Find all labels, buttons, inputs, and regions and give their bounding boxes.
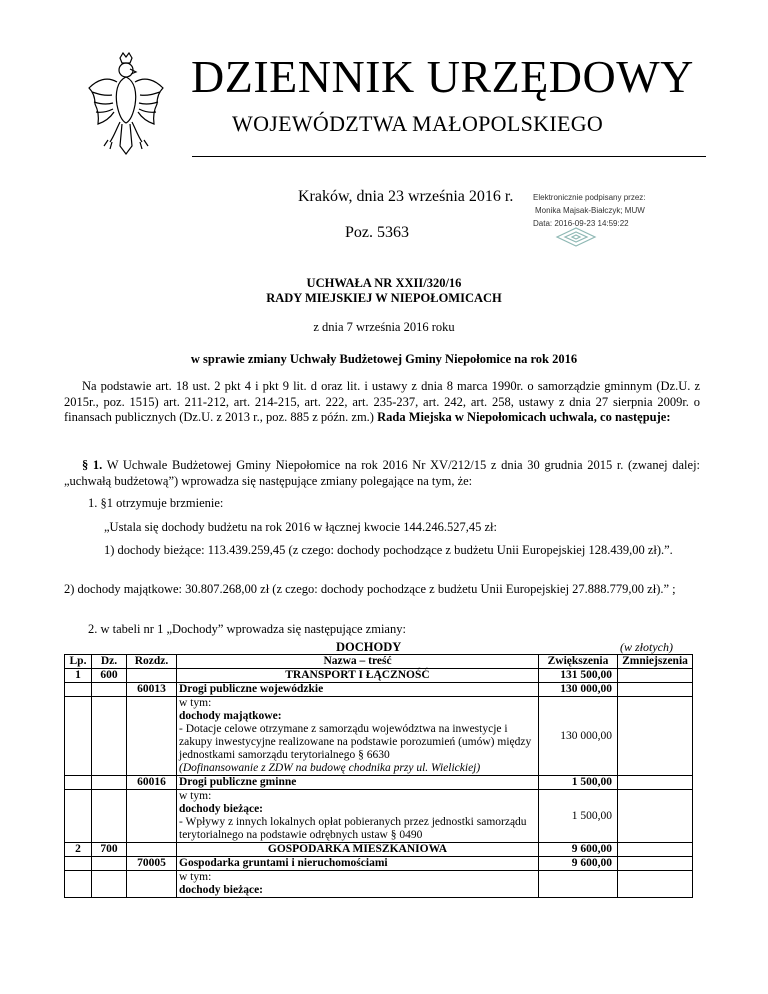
cell-note: w tym: <box>179 697 212 709</box>
journal-subtitle: WOJEWÓDZTWA MAŁOPOLSKIEGO <box>232 111 604 136</box>
cell-dz <box>92 697 127 776</box>
legal-basis-paragraph <box>64 379 700 426</box>
cell-rozdz <box>127 843 177 857</box>
cell-increase: 130 000,00 <box>539 683 618 697</box>
cell-category: dochody majątkowe: <box>179 710 282 722</box>
cell-name: Drogi publiczne gminne <box>177 776 539 790</box>
item-2: 2. w tabeli nr 1 „Dochody” wprowadza się następujące zmiany: <box>88 622 406 636</box>
cell-dz: 600 <box>92 669 127 683</box>
table-row <box>65 683 693 697</box>
cell-name: TRANSPORT I ŁĄCZNOŚĆ <box>177 669 539 683</box>
cell-increase: 9 600,00 <box>539 857 618 871</box>
signature-line-1: Elektronicznie podpisany przez: <box>533 193 646 202</box>
cell-increase: 1 500,00 <box>539 776 618 790</box>
resolution-number: UCHWAŁA NR XXII/320/16 <box>306 276 462 290</box>
table-row <box>65 857 693 871</box>
place-date: Kraków, dnia 23 września 2016 r. <box>298 188 514 205</box>
journal-title: DZIENNIK URZĘDOWY <box>191 51 694 102</box>
cell-dz <box>92 857 127 871</box>
section-1-text: W Uchwale Budżetowej Gminy Niepołomice na rok 2016 Nr XV/212/15 z dnia 30 grudnia 2015 r. (zwanej dalej: „uchwałą budżetową”) wprowadza się następujące zmiany polegające na tym, że: <box>64 458 701 488</box>
signature-stamp-icon <box>555 227 597 247</box>
cell-lp <box>65 683 92 697</box>
table-title: DOCHODY <box>336 640 402 654</box>
cell-description: - Wpływy z innych lokalnych opłat pobieranych przez jednostki samorządu terytorialnego na podstawie odrębnych ustaw § 0490 <box>179 816 527 841</box>
cell-category: dochody bieżące: <box>179 803 264 815</box>
cell-decrease <box>618 843 693 857</box>
cell-lp <box>65 871 92 898</box>
header-rozdz: Rozdz. <box>127 655 177 669</box>
header-name: Nazwa – treść <box>177 655 539 669</box>
header-divider <box>192 156 706 157</box>
cell-rozdz <box>127 871 177 898</box>
item-1-sub-2: 2) dochody majątkowe: 30.807.268,00 zł (z czego: dochody pochodzące z budżetu Unii Europejskiej 27.888.779,00 zł).” ; <box>64 582 676 596</box>
header-lp: Lp. <box>65 655 92 669</box>
cell-note: w tym: <box>179 871 212 883</box>
legal-basis-conclusion: Rada Miejska w Niepołomicach uchwala, co następuje: <box>377 410 671 424</box>
signature-line-3: Data: 2016-09-23 14:59:22 <box>533 219 629 228</box>
table-row <box>65 790 693 843</box>
cell-dz <box>92 776 127 790</box>
cell-lp: 2 <box>65 843 92 857</box>
table-row <box>65 669 693 683</box>
table-header-row <box>65 655 693 669</box>
resolution-date: z dnia 7 września 2016 roku <box>313 320 455 334</box>
header-decrease: Zmniejszenia <box>618 655 693 669</box>
cell-decrease <box>618 790 693 843</box>
table-row <box>65 776 693 790</box>
position-number: Poz. 5363 <box>345 224 409 241</box>
cell-note: w tym: <box>179 790 212 802</box>
table-row <box>65 697 693 776</box>
cell-decrease <box>618 857 693 871</box>
cell-rozdz <box>127 790 177 843</box>
table-row <box>65 843 693 857</box>
cell-increase: 131 500,00 <box>539 669 618 683</box>
cell-rozdz: 70005 <box>127 857 177 871</box>
cell-lp <box>65 697 92 776</box>
cell-increase: 1 500,00 <box>539 790 618 843</box>
cell-lp <box>65 776 92 790</box>
cell-lp <box>65 790 92 843</box>
signature-line-2: Monika Majsak-Białczyk; MUW <box>535 206 645 215</box>
cell-decrease <box>618 683 693 697</box>
cell-description: - Dotacje celowe otrzymane z samorządu województwa na inwestycje i zakupy inwestycyjne realizowane na podstawie porozumień (umów) między jednostkami samorządu terytorialnego § 6630 <box>179 723 532 761</box>
eagle-emblem <box>84 52 168 156</box>
cell-decrease <box>618 697 693 776</box>
item-1: 1. §1 otrzymuje brzmienie: <box>88 496 224 510</box>
cell-lp <box>65 857 92 871</box>
header-increase: Zwiększenia <box>539 655 618 669</box>
cell-dz: 700 <box>92 843 127 857</box>
cell-name: Gospodarka gruntami i nieruchomościami <box>177 857 539 871</box>
cell-name: Drogi publiczne wojewódzkie <box>177 683 539 697</box>
cell-increase: 9 600,00 <box>539 843 618 857</box>
income-table <box>64 654 693 898</box>
cell-decrease <box>618 776 693 790</box>
item-1-quote: „Ustala się dochody budżetu na rok 2016 w łącznej kwocie 144.246.527,45 zł: <box>104 520 497 534</box>
cell-dz <box>92 790 127 843</box>
cell-decrease <box>618 871 693 898</box>
council-name: RADY MIEJSKIEJ W NIEPOŁOMICACH <box>266 291 502 305</box>
resolution-subject: w sprawie zmiany Uchwały Budżetowej Gminy Niepołomice na rok 2016 <box>190 352 578 366</box>
cell-dz <box>92 683 127 697</box>
cell-rozdz <box>127 697 177 776</box>
cell-dz <box>92 871 127 898</box>
cell-name <box>177 697 539 776</box>
cell-rozdz: 60016 <box>127 776 177 790</box>
item-1-sub-1: 1) dochody bieżące: 113.439.259,45 (z czego: dochody pochodzące z budżetu Unii Europejskiej 128.439,00 zł).”. <box>104 543 673 557</box>
cell-decrease <box>618 669 693 683</box>
cell-name <box>177 790 539 843</box>
cell-rozdz: 60013 <box>127 683 177 697</box>
cell-category: dochody bieżące: <box>179 884 264 896</box>
table-unit: (w złotych) <box>620 640 673 654</box>
cell-rozdz <box>127 669 177 683</box>
cell-increase <box>539 871 618 898</box>
cell-name: GOSPODARKA MIESZKANIOWA <box>177 843 539 857</box>
cell-increase: 130 000,00 <box>539 697 618 776</box>
legal-basis-text: Na podstawie art. 18 ust. 2 pkt 4 i pkt 9 lit. d oraz lit. i ustawy z dnia 8 marca 1990r. o samorządzie gminnym (Dz.U. z 2015r., poz. 1515) art. 211-212, art. 214-215, art. 222, art. 235-237, art. 242, art. 258, ustawy z dnia 27 sierpnia 2009r. o finansach publicznych (Dz.U. z 2013 r., poz. 885 z późn. zm.) <box>64 379 700 424</box>
cell-comment: (Dofinansowanie z ZDW na budowę chodnika przy ul. Wielickiej) <box>179 762 481 774</box>
table-row <box>65 871 693 898</box>
header-dz: Dz. <box>92 655 127 669</box>
cell-lp: 1 <box>65 669 92 683</box>
section-1-paragraph <box>64 458 700 489</box>
section-1-label: § 1. <box>82 458 103 472</box>
cell-name <box>177 871 539 898</box>
